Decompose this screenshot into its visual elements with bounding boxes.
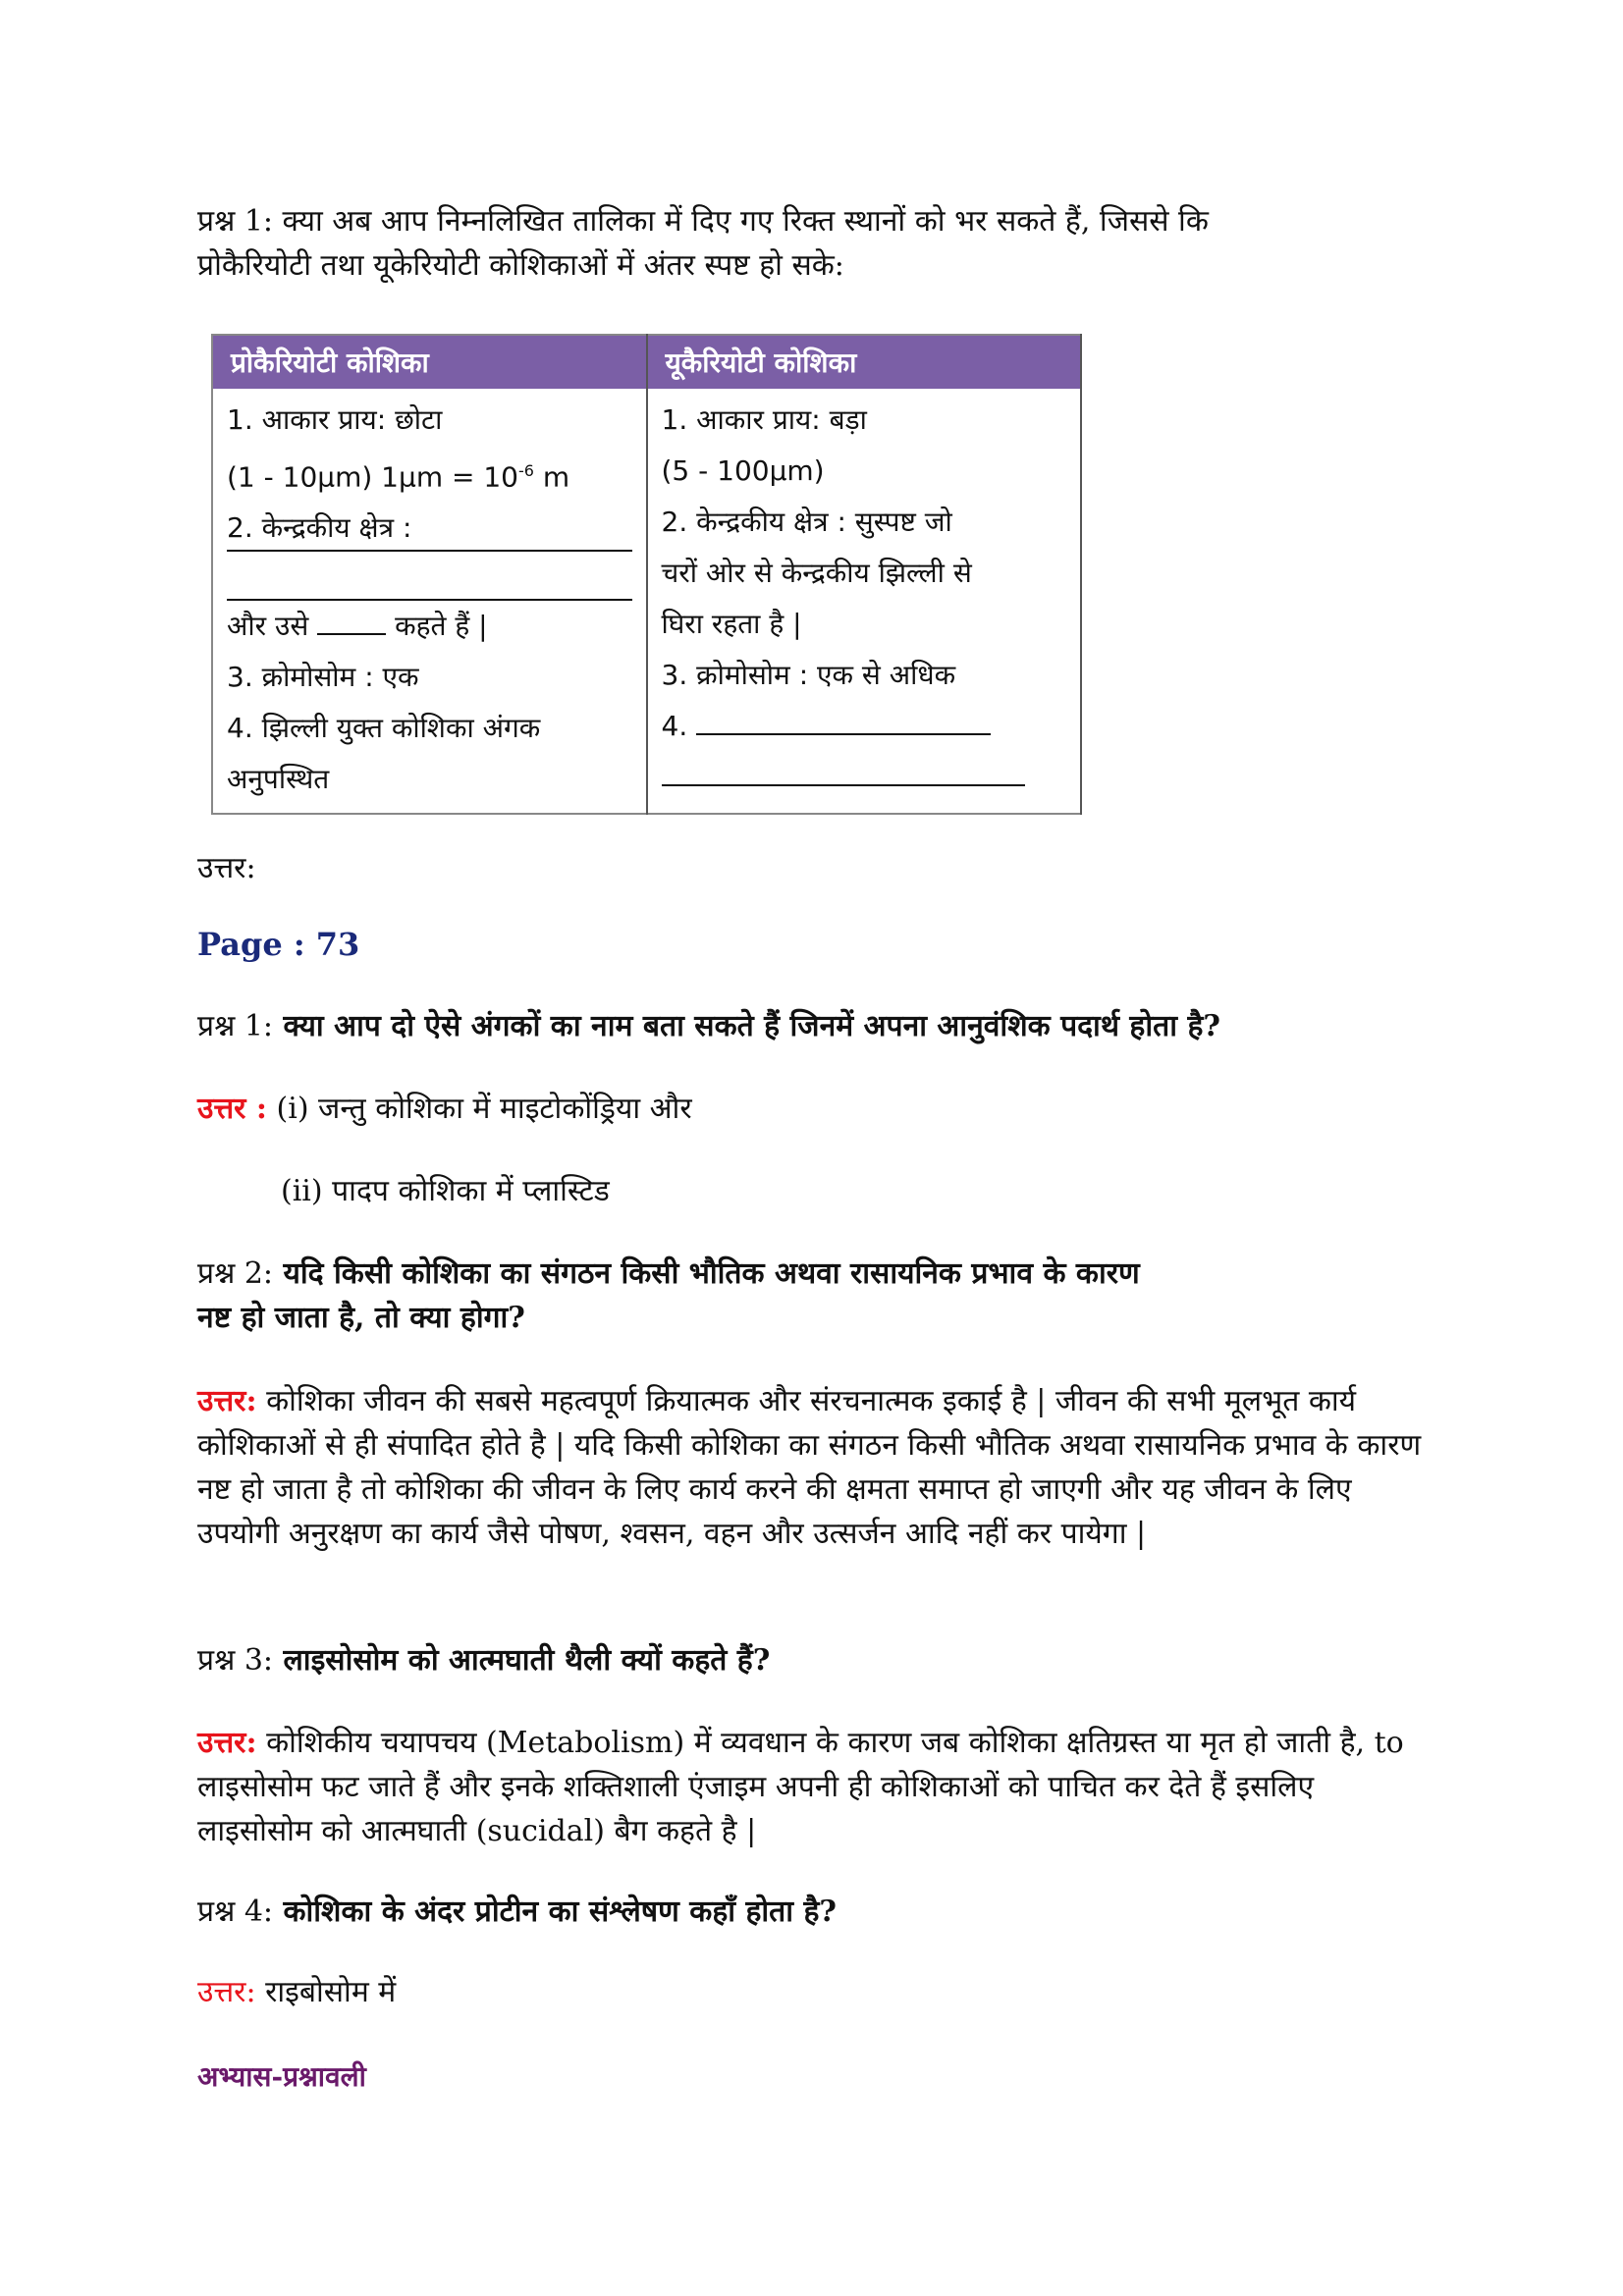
intro-line-2: प्रोकैरियोटी तथा यूकेरियोटी कोशिकाओं में अंतर स्पष्ट हो सके: bbox=[197, 248, 844, 283]
cell-line: 3. क्रोमोसोम : एक bbox=[227, 661, 419, 694]
question-text: यदि किसी कोशिका का संगठन किसी भौतिक अथवा रासायनिक प्रभाव के कारण bbox=[283, 1256, 1140, 1291]
header-prokaryotic: प्रोकैरियोटी कोशिका bbox=[212, 335, 647, 389]
cell-line: अनुपस्थित bbox=[227, 763, 330, 796]
cell-line: 1. आकार प्राय: बड़ा bbox=[661, 403, 867, 436]
fill-blank bbox=[317, 612, 386, 635]
text: 4. bbox=[661, 710, 688, 742]
answer-organelles-2: (ii) पादप कोशिका में प्लास्टिड bbox=[281, 1174, 610, 1208]
cell-line: 3. क्रोमोसोम : एक से अधिक bbox=[661, 659, 956, 691]
cell-line bbox=[662, 701, 1067, 752]
cell-line bbox=[227, 601, 632, 652]
question-protein bbox=[197, 1890, 837, 1934]
cell-line: घिरा रहता है | bbox=[661, 608, 802, 640]
question-prefix: प्रश्न 4: bbox=[197, 1895, 274, 1929]
fill-blank bbox=[662, 755, 1025, 786]
answer-label: उत्तर: bbox=[197, 1975, 256, 2009]
text: कहते हैं | bbox=[395, 610, 488, 643]
question-text: क्या आप दो ऐसे अंगकों का नाम बता सकते हैं जिनमें अपना आनुवंशिक पदार्थ होता है? bbox=[283, 1009, 1220, 1043]
header-eukaryotic: यूकैरियोटी कोशिका bbox=[647, 335, 1082, 389]
eukaryotic-cell bbox=[647, 389, 1082, 814]
answer-organelles bbox=[197, 1087, 692, 1131]
page-label: Page : 73 bbox=[197, 926, 360, 963]
cell-line: 2. केन्द्रकीय क्षेत्र : bbox=[227, 503, 632, 552]
answer-label: उत्तर: bbox=[197, 1726, 257, 1760]
question-prefix: प्रश्न 2: bbox=[197, 1256, 274, 1291]
size-text: (1 - 10µm) 1µm = 10 bbox=[227, 460, 518, 494]
cell-line: चरों ओर से केन्द्रकीय झिल्ली से bbox=[661, 557, 972, 589]
question-prefix: प्रश्न 1: bbox=[197, 1009, 274, 1043]
answer-organisation bbox=[197, 1379, 1425, 1556]
question-lysosome bbox=[197, 1638, 770, 1682]
question-text: नष्ट हो जाता है, तो क्या होगा? bbox=[197, 1301, 525, 1335]
question-prefix: प्रश्न 3: bbox=[197, 1643, 274, 1678]
answer-text: (i) जन्तु कोशिका में माइटोकोंड्रिया और bbox=[276, 1092, 692, 1126]
answer-text: राइबोसोम में bbox=[265, 1975, 397, 2009]
unit: m bbox=[533, 460, 570, 494]
cell-line bbox=[662, 752, 1067, 803]
answer-lysosome bbox=[197, 1721, 1425, 1853]
blank-line bbox=[227, 552, 632, 601]
cell-line bbox=[227, 446, 632, 503]
fill-blank bbox=[696, 704, 991, 735]
text: और उसे bbox=[227, 610, 309, 643]
question-text: कोशिका के अंदर प्रोटीन का संश्लेषण कहाँ होता है? bbox=[283, 1895, 837, 1929]
question-organisation bbox=[197, 1252, 1425, 1340]
question-organelles bbox=[197, 1004, 1220, 1048]
cell-line: 2. केन्द्रकीय क्षेत्र : सुस्पष्ट जो bbox=[661, 506, 952, 538]
answer-text: कोशिकीय चयापचय (Metabolism) में व्यवधान के कारण जब कोशिका क्षतिग्रस्त या मृत हो जाती है, to लाइसोसोम फट जाते हैं और इनके शक्तिशाली एंजाइम अपनी ही कोशिकाओं को पाचित कर देते हैं इसलिए लाइसोसोम को आत्मघाती (sucidal) बैग कहते है | bbox=[197, 1726, 1404, 1848]
prokaryotic-cell bbox=[212, 389, 647, 814]
intro-line-1: प्रश्न 1: क्या अब आप निम्नलिखित तालिका में दिए गए रिक्त स्थानों को भर सकते हैं, जिससे कि bbox=[197, 204, 1209, 239]
answer-protein bbox=[197, 1970, 396, 2014]
exercise-heading: अभ्यास-प्रश्नावली bbox=[197, 2060, 366, 2093]
cell-line: 4. झिल्ली युक्त कोशिका अंगक bbox=[227, 712, 541, 745]
cell-line: (5 - 100µm) bbox=[661, 454, 825, 487]
cell-line: 1. आकार प्राय: छोटा bbox=[227, 403, 443, 436]
answer-label: उत्तर: bbox=[197, 851, 256, 885]
answer-label: उत्तर : bbox=[197, 1092, 267, 1126]
question-1-intro bbox=[197, 199, 1209, 288]
exponent: -6 bbox=[517, 461, 534, 480]
answer-text: कोशिका जीवन की सबसे महत्वपूर्ण क्रियात्मक और संरचनात्मक इकाई है | जीवन की सभी मूलभूत कार्य कोशिकाओं से ही संपादित होते है | यदि किसी कोशिका का संगठन किसी भौतिक अथवा रासायनिक प्रभाव के कारण नष्ट हो जाता है तो कोशिका की जीवन के लिए कार्य करने की क्षमता समाप्त हो जाएगी और यह जीवन के लिए उपयोगी अनुरक्षण का कार्य जैसे पोषण, श्वसन, वहन और उत्सर्जन आदि नहीं कर पायेगा | bbox=[197, 1384, 1422, 1551]
answer-label: उत्तर: bbox=[197, 1384, 257, 1418]
question-text: लाइसोसोम को आत्मघाती थैली क्यों कहते हैं? bbox=[283, 1643, 771, 1678]
comparison-table bbox=[211, 334, 1082, 815]
